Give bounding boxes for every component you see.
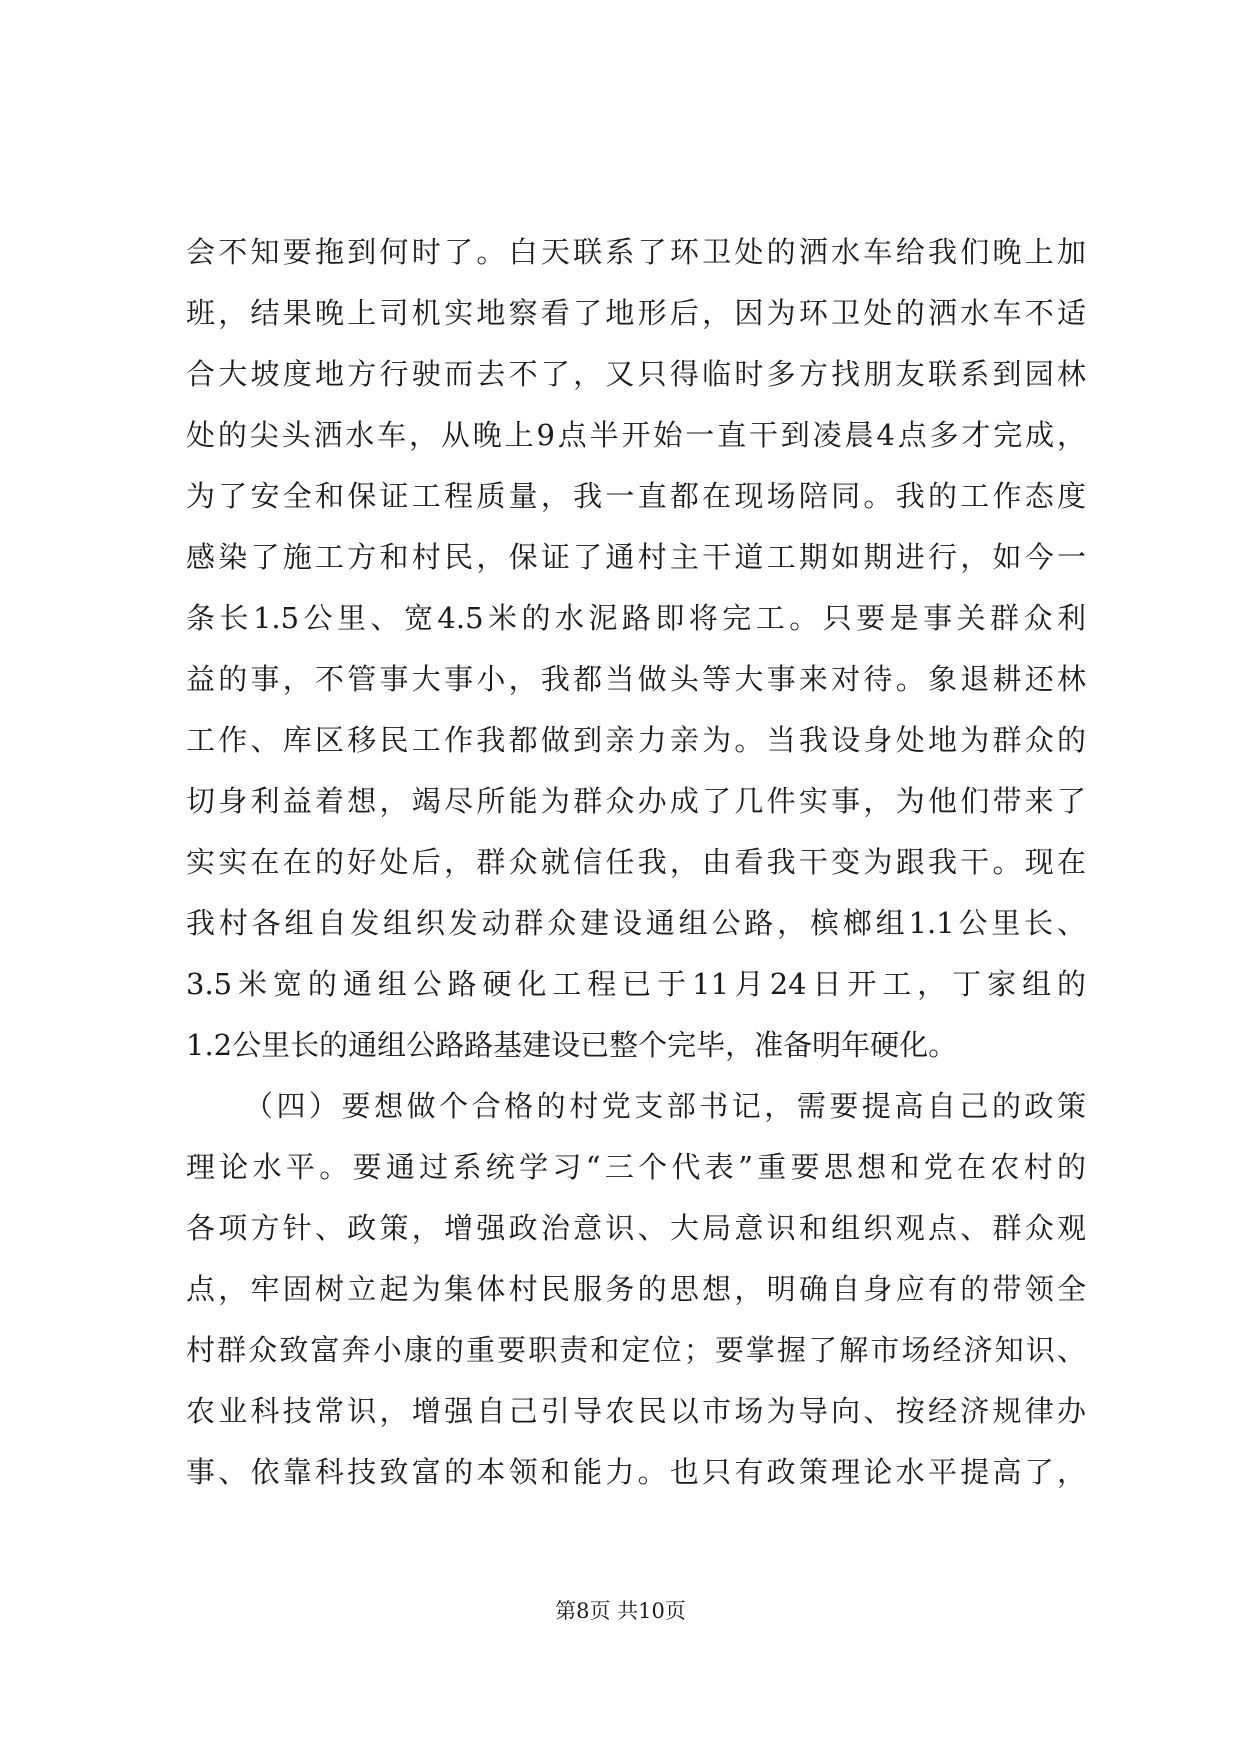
text-line: 我村各组自发组织发动群众建设通组公路，槟榔组1.1公里长、	[186, 906, 1086, 940]
text-line: 合大坡度地方行驶而去不了，又只得临时多方找朋友联系到园林	[186, 357, 1086, 391]
text-line: 处的尖头洒水车，从晚上9点半开始一直干到凌晨4点多才完成，	[186, 418, 1086, 452]
body-text	[186, 222, 1086, 1503]
text-line: 农业科技常识，增强自己引导农民以市场为导向、按经济规律办	[186, 1394, 1086, 1428]
text-line: 理论水平。要通过系统学习“三个代表”重要思想和党在农村的	[186, 1150, 1086, 1184]
text-line: 点，牢固树立起为集体村民服务的思想，明确自身应有的带领全	[186, 1272, 1086, 1306]
text-line: 切身利益着想，竭尽所能为群众办成了几件实事，为他们带来了	[186, 784, 1086, 818]
page-number: 第8页 共10页	[555, 1599, 686, 1623]
page-footer	[0, 1597, 1241, 1625]
text-line: 3.5米宽的通组公路硬化工程已于11月24日开工，丁家组的	[186, 967, 1086, 1001]
text-line: 1.2公里长的通组公路路基建设已整个完毕，准备明年硬化。	[186, 1028, 958, 1062]
text-line: 条长1.5公里、宽4.5米的水泥路即将完工。只要是事关群众利	[186, 601, 1086, 635]
text-line: 实实在在的好处后，群众就信任我，由看我干变为跟我干。现在	[186, 845, 1086, 879]
text-line: 感染了施工方和村民，保证了通村主干道工期如期进行，如今一	[186, 540, 1086, 574]
text-line: 事、依靠科技致富的本领和能力。也只有政策理论水平提高了，	[186, 1455, 1086, 1489]
text-line: 班，结果晚上司机实地察看了地形后，因为环卫处的洒水车不适	[186, 296, 1086, 330]
text-line: 益的事，不管事大事小，我都当做头等大事来对待。象退耕还林	[186, 662, 1086, 696]
text-line: 为了安全和保证工程质量，我一直都在现场陪同。我的工作态度	[186, 479, 1086, 513]
text-line: 各项方针、政策，增强政治意识、大局意识和组织观点、群众观	[186, 1211, 1086, 1245]
text-line: 工作、库区移民工作我都做到亲力亲为。当我设身处地为群众的	[186, 723, 1086, 757]
text-line: （四）要想做个合格的村党支部书记，需要提高自己的政策	[244, 1089, 1086, 1123]
text-line: 会不知要拖到何时了。白天联系了环卫处的洒水车给我们晚上加	[186, 235, 1086, 269]
text-line: 村群众致富奔小康的重要职责和定位；要掌握了解市场经济知识、	[186, 1333, 1086, 1367]
